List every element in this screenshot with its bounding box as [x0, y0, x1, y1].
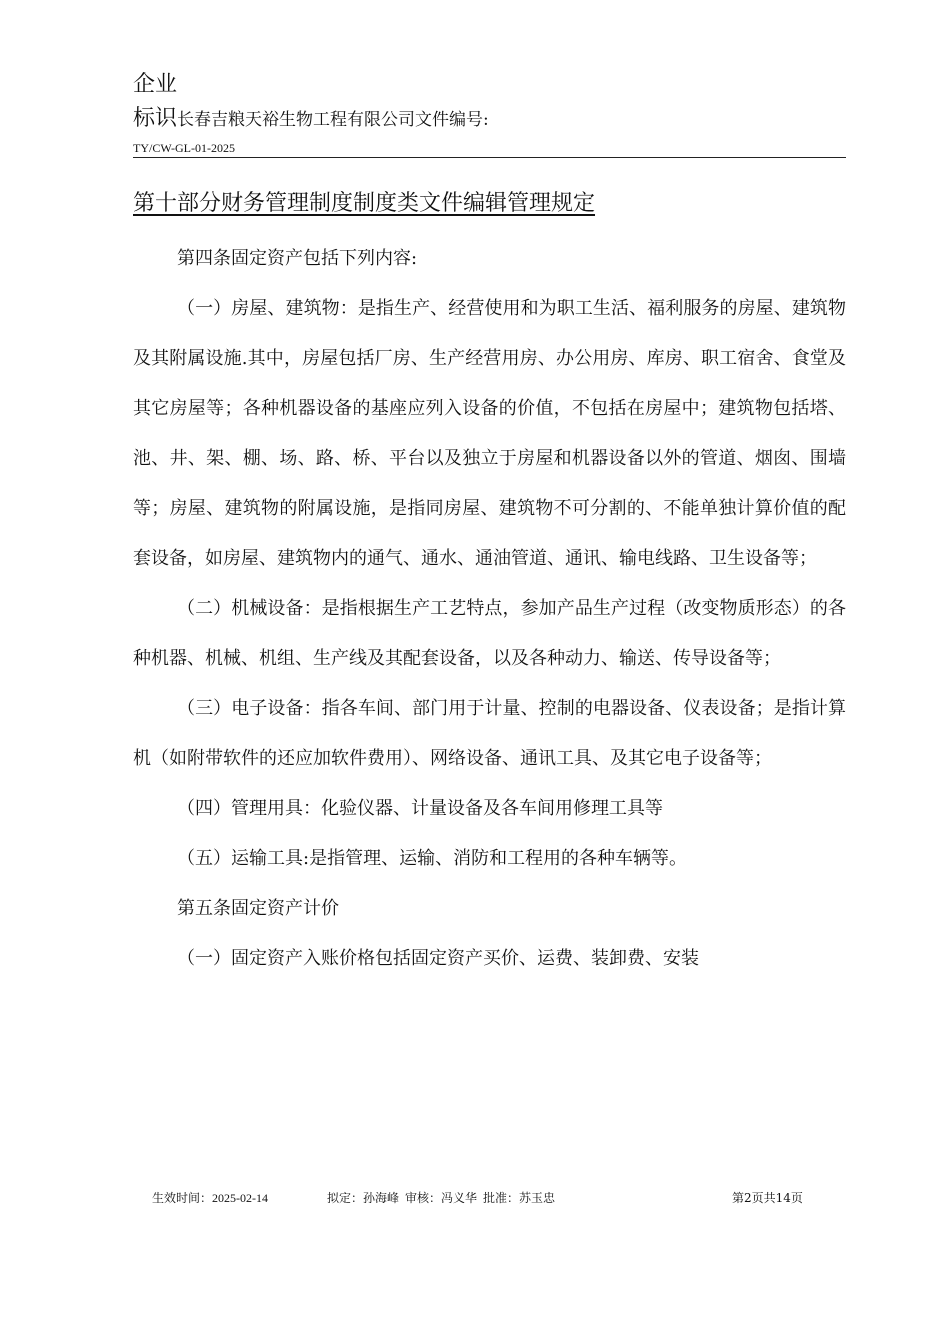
header-enterprise-label: 企业 [133, 72, 178, 97]
paragraph-article-4: 第四条固定资产包括下列内容: [177, 248, 418, 269]
document-title: 第十部分财务管理制度制度类文件编辑管理规定 [133, 191, 596, 216]
paragraph-management-tools: （四）管理用具：化验仪器、计量设备及各车间用修理工具等 [177, 798, 663, 819]
header-divider [133, 157, 846, 158]
header-identity-label: 标识 [133, 106, 178, 131]
paragraph-buildings: （一）房屋、建筑物：是指生产、经营使用和为职工生活、福利服务的房屋、建筑物及其附属设施.其中，房屋包括厂房、生产经营用房、办公用房、库房、职工宿舍、食堂及其它房屋等；各种机器设备的基座应列入设备的价值，不包括在房屋中；建筑物包括塔、池、井、架、棚、场、路、桥、平台以及独立于房屋和机器设备以外的管道、烟囱、围墙等；房屋、建筑物的附属设施，是指同房屋、建筑物不可分割的、不能单独计算价值的配套设备，如房屋、建筑物内的通气、通水、通油管道、通讯、输电线路、卫生设备等； [133, 298, 846, 569]
paragraph-valuation: （一）固定资产入账价格包括固定资产买价、运费、装卸费、安装 [177, 948, 699, 969]
paragraph-machinery: （二）机械设备：是指根据生产工艺特点，参加产品生产过程（改变物质形态）的各种机器、机械、机组、生产线及其配套设备，以及各种动力、输送、传导设备等； [133, 598, 846, 669]
footer-approver: 批准：苏玉忠 [483, 1191, 556, 1205]
paragraph-transport: （五）运输工具:是指管理、运输、消防和工程用的各种车辆等。 [177, 848, 688, 869]
footer-reviewer: 审核：冯义华 [405, 1191, 478, 1205]
footer-effective-value: 2025-02-14 [212, 1191, 269, 1205]
document-header [133, 68, 846, 158]
header-identity-line [133, 102, 846, 136]
footer-effective-label: 生效时间： [152, 1191, 213, 1205]
footer-effective-date [152, 1188, 268, 1208]
footer-drafter: 拟定：孙海峰 [327, 1191, 400, 1205]
footer-signatories [327, 1188, 561, 1208]
header-company-name: 长春吉粮天裕生物工程有限公司文件编号: [177, 110, 489, 130]
header-document-code: TY/CW-GL-01-2025 [133, 141, 235, 155]
document-body [133, 234, 846, 984]
footer-page-number: 第2页共14页 [732, 1191, 803, 1205]
paragraph-electronics: （三）电子设备：指各车间、部门用于计量、控制的电器设备、仪表设备；是指计算机（如附带软件的还应加软件费用）、网络设备、通讯工具、及其它电子设备等； [133, 698, 846, 769]
paragraph-article-5: 第五条固定资产计价 [177, 898, 339, 919]
